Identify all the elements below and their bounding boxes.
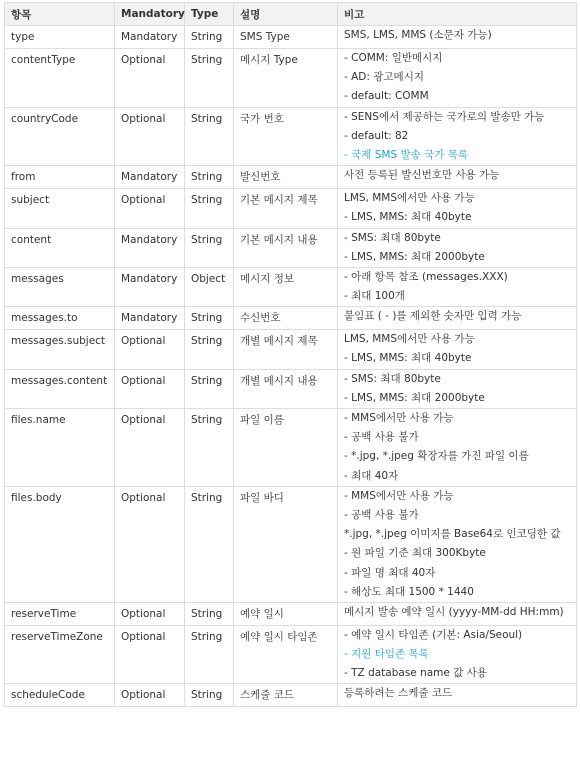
table-row (5, 189, 577, 228)
field-name-cell (5, 369, 115, 408)
description-cell-text: 스케줄 코드 (240, 689, 295, 702)
notes-line: - default: 82 (344, 129, 409, 142)
description-cell (234, 228, 338, 267)
description-cell-text: 국가 번호 (240, 112, 284, 125)
field-name-cell-text: countryCode (11, 112, 79, 125)
field-name-cell (5, 307, 115, 330)
table-body (5, 26, 577, 707)
type-cell-text: Object (191, 272, 226, 285)
type-cell-text: String (191, 171, 223, 184)
mandatory-cell-text: Optional (121, 54, 166, 66)
type-cell (185, 166, 234, 189)
type-cell-text: String (191, 194, 223, 207)
type-cell (185, 189, 234, 228)
header-description: 설명 (234, 3, 338, 26)
type-cell (185, 228, 234, 267)
type-cell (185, 307, 234, 330)
mandatory-cell-text: Mandatory (121, 233, 178, 246)
table-row (5, 330, 577, 369)
mandatory-cell-text: Optional (121, 112, 166, 125)
description-cell (234, 486, 338, 602)
type-cell-text: String (191, 630, 223, 643)
field-name-cell-text: subject (11, 194, 50, 207)
notes-line: - SENS에서 제공하는 국가로의 발송만 가능 (344, 110, 545, 123)
notes-cell (338, 684, 577, 707)
notes-line: LMS, MMS에서만 사용 가능 (344, 333, 475, 346)
mandatory-cell (115, 369, 185, 408)
notes-line: *.jpg, *.jpeg 이미지를 Base64로 인코딩한 값 (344, 528, 561, 541)
field-name-cell-text: content (11, 233, 52, 246)
notes-line: - 공백 사용 불가 (344, 431, 419, 444)
mandatory-cell-text: Mandatory (121, 312, 178, 325)
mandatory-cell-text: Optional (121, 630, 166, 643)
mandatory-cell (115, 49, 185, 108)
type-cell (185, 267, 234, 306)
description-cell (234, 267, 338, 306)
field-name-cell (5, 189, 115, 228)
description-cell (234, 409, 338, 487)
notes-line: 메시지 발송 예약 일시 (yyyy-MM-dd HH:mm) (344, 605, 564, 618)
notes-line: LMS, MMS에서만 사용 가능 (344, 192, 475, 205)
notes-line: - TZ database name 값 사용 (344, 667, 487, 680)
table-row (5, 307, 577, 330)
type-cell-text: String (191, 31, 223, 43)
notes-cell (338, 166, 577, 189)
field-name-cell-text: files.body (11, 491, 62, 504)
field-name-cell (5, 49, 115, 108)
type-cell-text: String (191, 607, 223, 620)
field-name-cell-text: contentType (11, 54, 76, 66)
notes-line: - 예약 일시 타임존 (기본: Asia/Seoul) (344, 628, 523, 641)
notes-line: - default: COMM (344, 90, 429, 103)
notes-cell (338, 107, 577, 166)
description-cell (234, 26, 338, 49)
notes-line: - 해상도 최대 1500 * 1440 (344, 585, 474, 598)
description-cell (234, 625, 338, 684)
type-cell-text: String (191, 335, 223, 348)
notes-line: SMS, LMS, MMS (소문자 가능) (344, 29, 492, 41)
type-cell (185, 625, 234, 684)
description-cell-text: SMS Type (240, 31, 290, 43)
field-name-cell-text: messages.content (11, 374, 108, 387)
header-notes: 비고 (338, 3, 577, 26)
mandatory-cell (115, 625, 185, 684)
mandatory-cell-text: Optional (121, 194, 166, 207)
field-name-cell-text: files.name (11, 414, 66, 426)
type-cell (185, 49, 234, 108)
field-name-cell-text: messages (11, 272, 64, 285)
table-row (5, 369, 577, 408)
table-header (5, 3, 577, 26)
description-cell-text: 발신번호 (240, 171, 281, 184)
type-cell (185, 486, 234, 602)
table-row (5, 684, 577, 707)
description-cell-text: 메시지 정보 (240, 272, 295, 285)
mandatory-cell-text: Optional (121, 491, 166, 504)
table-row (5, 409, 577, 487)
mandatory-cell-text: Optional (121, 689, 166, 702)
notes-line: - 아래 항목 참조 (messages.XXX) (344, 270, 508, 283)
type-cell-text: String (191, 112, 223, 125)
mandatory-cell-text: Mandatory (121, 272, 178, 285)
notes-cell (338, 267, 577, 306)
type-cell-text: String (191, 374, 223, 387)
description-cell (234, 602, 338, 625)
field-name-cell (5, 330, 115, 369)
description-cell-text: 파일 바디 (240, 491, 284, 504)
notes-link[interactable]: - 지원 타임존 목록 (344, 648, 429, 661)
notes-line: - SMS: 최대 80byte (344, 231, 441, 244)
type-cell (185, 26, 234, 49)
mandatory-cell (115, 486, 185, 602)
mandatory-cell-text: Optional (121, 335, 166, 348)
notes-cell (338, 602, 577, 625)
mandatory-cell (115, 189, 185, 228)
description-cell (234, 330, 338, 369)
description-cell-text: 메시지 Type (240, 54, 298, 66)
description-cell-text: 파일 이름 (240, 414, 284, 426)
mandatory-cell (115, 26, 185, 49)
table-row (5, 267, 577, 306)
notes-cell (338, 330, 577, 369)
field-name-cell-text: reserveTimeZone (11, 630, 103, 643)
description-cell (234, 166, 338, 189)
notes-cell (338, 26, 577, 49)
table-row (5, 625, 577, 684)
table-row (5, 26, 577, 49)
notes-line: - LMS, MMS: 최대 40byte (344, 352, 472, 365)
field-name-cell (5, 486, 115, 602)
field-name-cell (5, 625, 115, 684)
mandatory-cell (115, 307, 185, 330)
description-cell-text: 수신번호 (240, 312, 281, 325)
table-row (5, 166, 577, 189)
field-name-cell (5, 602, 115, 625)
type-cell (185, 330, 234, 369)
type-cell (185, 684, 234, 707)
mandatory-cell (115, 107, 185, 166)
notes-cell (338, 228, 577, 267)
notes-line: - MMS에서만 사용 가능 (344, 412, 454, 424)
parameter-table (4, 2, 577, 707)
mandatory-cell (115, 166, 185, 189)
notes-line: - AD: 광고메시지 (344, 71, 424, 84)
description-cell-text: 예약 일시 (240, 607, 284, 620)
mandatory-cell-text: Optional (121, 414, 166, 426)
type-cell (185, 409, 234, 487)
table-row (5, 602, 577, 625)
notes-line: 등록하려는 스케줄 코드 (344, 687, 453, 700)
type-cell-text: String (191, 54, 223, 66)
field-name-cell (5, 166, 115, 189)
notes-line: 사전 등록된 발신번호만 사용 가능 (344, 169, 500, 182)
notes-line: - SMS: 최대 80byte (344, 372, 441, 385)
mandatory-cell (115, 684, 185, 707)
mandatory-cell (115, 330, 185, 369)
type-cell-text: String (191, 233, 223, 246)
description-cell (234, 369, 338, 408)
field-name-cell-text: scheduleCode (11, 689, 85, 702)
table-row (5, 49, 577, 108)
field-name-cell (5, 409, 115, 487)
notes-line: - MMS에서만 사용 가능 (344, 489, 454, 502)
notes-line: - *.jpg, *.jpeg 확장자를 가진 파일 이름 (344, 450, 529, 463)
description-cell-text: 기본 메시지 제목 (240, 194, 318, 207)
notes-line: - LMS, MMS: 최대 2000byte (344, 391, 485, 404)
type-cell-text: String (191, 414, 223, 426)
type-cell-text: String (191, 491, 223, 504)
mandatory-cell-text: Mandatory (121, 171, 178, 184)
notes-cell (338, 307, 577, 330)
description-cell-text: 개별 메시지 제목 (240, 335, 318, 348)
header-mandatory: Mandatory (115, 3, 185, 26)
description-cell (234, 189, 338, 228)
notes-line: 붙임표 ( - )를 제외한 숫자만 입력 가능 (344, 310, 522, 323)
type-cell (185, 369, 234, 408)
notes-line: - LMS, MMS: 최대 2000byte (344, 250, 485, 263)
field-name-cell-text: from (11, 171, 36, 184)
table-row (5, 107, 577, 166)
notes-line: - 공백 사용 불가 (344, 508, 419, 521)
description-cell-text: 기본 메시지 내용 (240, 233, 318, 246)
header-field: 항목 (5, 3, 115, 26)
notes-line: - COMM: 일반메시지 (344, 52, 443, 64)
notes-line: - 원 파일 기준 최대 300Kbyte (344, 547, 486, 560)
field-name-cell-text: messages.to (11, 312, 78, 325)
notes-cell (338, 189, 577, 228)
type-cell (185, 602, 234, 625)
type-cell-text: String (191, 689, 223, 702)
field-name-cell-text: messages.subject (11, 335, 106, 348)
field-name-cell (5, 267, 115, 306)
field-name-cell (5, 228, 115, 267)
description-cell (234, 307, 338, 330)
header-row (5, 3, 577, 26)
mandatory-cell (115, 409, 185, 487)
description-cell-text: 예약 일시 타임존 (240, 630, 318, 643)
description-cell-text: 개별 메시지 내용 (240, 374, 318, 387)
description-cell (234, 684, 338, 707)
description-cell (234, 107, 338, 166)
type-cell (185, 107, 234, 166)
notes-link[interactable]: - 국제 SMS 발송 국가 목록 (344, 148, 469, 161)
header-type: Type (185, 3, 234, 26)
mandatory-cell-text: Mandatory (121, 31, 178, 43)
field-name-cell (5, 684, 115, 707)
notes-line: - 파일 명 최대 40자 (344, 566, 436, 579)
notes-cell (338, 486, 577, 602)
notes-line: - LMS, MMS: 최대 40byte (344, 211, 472, 224)
notes-cell (338, 625, 577, 684)
notes-cell (338, 409, 577, 487)
description-cell (234, 49, 338, 108)
mandatory-cell (115, 228, 185, 267)
notes-line: - 최대 100개 (344, 290, 405, 303)
notes-cell (338, 49, 577, 108)
field-name-cell-text: type (11, 31, 35, 43)
notes-cell (338, 369, 577, 408)
field-name-cell (5, 107, 115, 166)
mandatory-cell-text: Optional (121, 374, 166, 387)
field-name-cell-text: reserveTime (11, 607, 77, 620)
table-row (5, 228, 577, 267)
table-row (5, 486, 577, 602)
notes-line: - 최대 40자 (344, 469, 399, 482)
mandatory-cell-text: Optional (121, 607, 166, 620)
mandatory-cell (115, 602, 185, 625)
field-name-cell (5, 26, 115, 49)
type-cell-text: String (191, 312, 223, 325)
mandatory-cell (115, 267, 185, 306)
